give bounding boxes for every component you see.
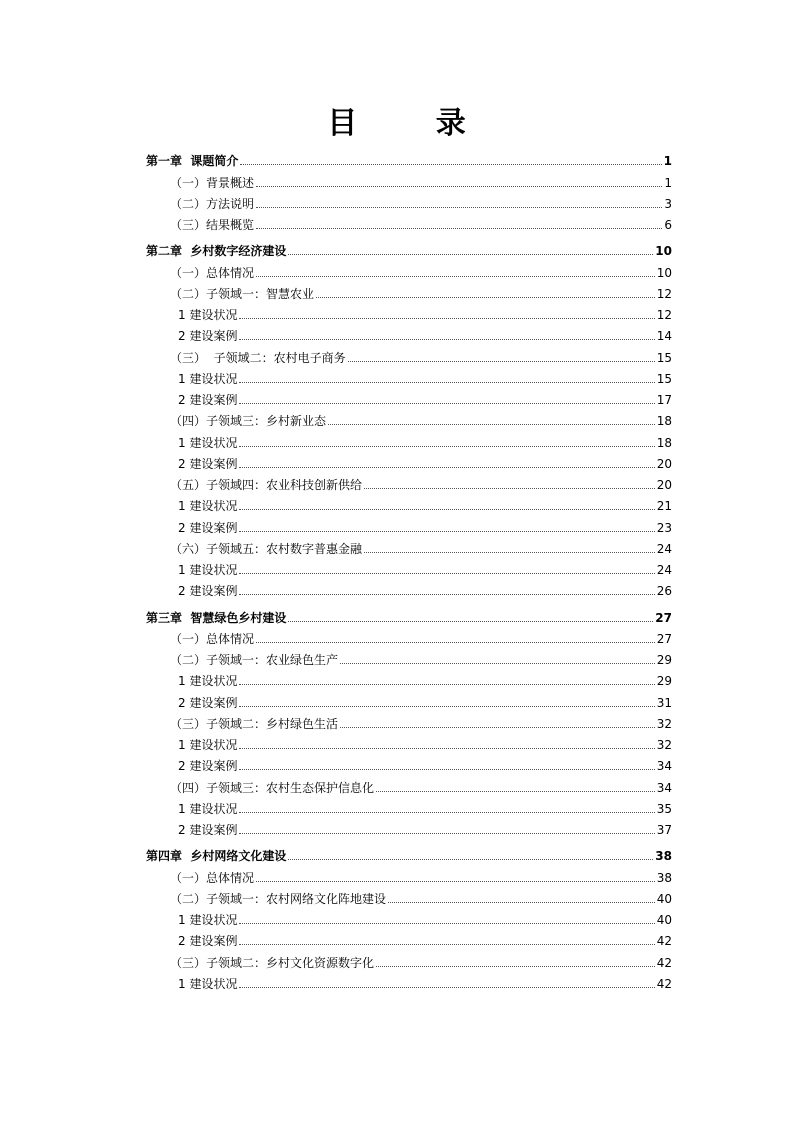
toc-entry-sub[interactable] — [146, 928, 672, 949]
toc-entry-section[interactable] — [146, 259, 672, 280]
dot-leader — [239, 382, 654, 383]
toc-entry-sub[interactable] — [146, 796, 672, 817]
toc-entry-sub[interactable] — [146, 668, 672, 689]
toc-entry-page-number: 1 — [664, 175, 672, 190]
toc-entry-sub[interactable] — [146, 493, 672, 514]
toc-entry-label: （一）背景概述 — [170, 175, 255, 190]
dot-leader — [256, 207, 662, 208]
toc-entry-label: （六）子领域五：农村数字普惠金融 — [170, 541, 363, 556]
dot-leader — [340, 663, 655, 664]
toc-entry-page-number: 38 — [655, 849, 672, 864]
dot-leader — [348, 361, 655, 362]
toc-entry-chapter[interactable] — [146, 604, 672, 625]
toc-entry-page-number: 42 — [656, 955, 672, 970]
toc-entry-sub[interactable] — [146, 429, 672, 450]
toc-entry-section[interactable] — [146, 212, 672, 233]
toc-entry-chapter[interactable] — [146, 843, 672, 864]
toc-entry-label: （二）子领域一：农村网络文化阵地建设 — [170, 891, 387, 906]
dot-leader — [239, 812, 654, 813]
toc-entry-label: 2 建设案例 — [178, 393, 238, 407]
toc-entry-label: 1 建设状况 — [178, 674, 238, 689]
page-title: 目 录 — [327, 106, 500, 141]
toc-entry-section[interactable] — [146, 191, 672, 212]
toc-entry-page-number: 24 — [656, 563, 672, 577]
toc-entry-label: （一）总体情况 — [170, 265, 255, 280]
toc-entry-chapter[interactable] — [146, 238, 672, 259]
toc-entry-page-number: 38 — [656, 870, 672, 885]
toc-entry-label: （二）方法说明 — [170, 196, 255, 211]
toc-entry-label: 2 建设案例 — [178, 329, 238, 344]
dot-leader — [239, 769, 654, 770]
dot-leader — [256, 642, 655, 643]
toc-entry-page-number: 12 — [656, 286, 672, 301]
dot-leader — [239, 684, 654, 685]
dot-leader — [239, 923, 654, 924]
dot-leader — [328, 424, 655, 425]
toc-entry-page-number: 18 — [656, 414, 672, 429]
toc-entry-page-number: 29 — [656, 674, 672, 689]
toc-entry-page-number: 37 — [656, 823, 672, 837]
dot-leader — [316, 297, 655, 298]
toc-entry-page-number: 26 — [656, 584, 672, 599]
toc-entry-label: （二）子领域一：农业绿色生产 — [170, 653, 339, 667]
toc-entry-sub[interactable] — [146, 907, 672, 928]
toc-entry-section[interactable] — [146, 886, 672, 907]
dot-leader — [239, 403, 654, 404]
toc-entry-page-number: 3 — [664, 196, 672, 211]
toc-entry-label: 第四章 乡村网络文化建设 — [146, 849, 287, 864]
toc-entry-label: 第三章 智慧绿色乡村建设 — [146, 610, 287, 625]
toc-entry-page-number: 6 — [664, 218, 672, 232]
dot-leader — [376, 791, 655, 792]
toc-entry-label: 2 建设案例 — [178, 520, 238, 535]
toc-entry-page-number: 23 — [656, 520, 672, 535]
dot-leader — [239, 467, 654, 468]
toc-entry-page-number: 34 — [656, 759, 672, 774]
toc-entry-label: 1 建设状况 — [178, 499, 238, 514]
toc-entry-section[interactable] — [146, 647, 672, 668]
dot-leader — [288, 254, 653, 255]
toc-entry-label: （三）结果概览 — [170, 218, 255, 232]
toc-entry-label: 2 建设案例 — [178, 456, 238, 471]
toc-entry-sub[interactable] — [146, 557, 672, 578]
toc-entry-page-number: 14 — [656, 329, 672, 344]
toc-entry-sub[interactable] — [146, 451, 672, 472]
toc-entry-page-number: 34 — [656, 780, 672, 795]
toc-entry-label: 1 建设状况 — [178, 371, 238, 386]
toc-entry-page-number: 32 — [656, 716, 672, 731]
toc-entry-label: 2 建设案例 — [178, 584, 238, 599]
toc-entry-page-number: 21 — [656, 499, 672, 514]
toc-entry-page-number: 1 — [663, 154, 672, 169]
dot-leader — [239, 573, 654, 574]
toc-entry-section[interactable] — [146, 536, 672, 557]
toc-entry-section[interactable] — [146, 472, 672, 493]
toc-entry-section[interactable] — [146, 864, 672, 885]
dot-leader — [239, 748, 654, 749]
dot-leader — [239, 833, 654, 834]
toc-entry-page-number: 35 — [656, 801, 672, 816]
toc-entry-label: 2 建设案例 — [178, 934, 238, 949]
toc-entry-sub[interactable] — [146, 753, 672, 774]
toc-entry-label: 1 建设状况 — [178, 435, 238, 450]
toc-entry-sub[interactable] — [146, 387, 672, 408]
dot-leader — [256, 881, 655, 882]
dot-leader — [388, 902, 655, 903]
toc-entry-label: （三）子领域二：乡村绿色生活 — [170, 716, 339, 731]
dot-leader — [239, 509, 654, 510]
dot-leader — [239, 446, 654, 447]
dot-leader — [288, 621, 653, 622]
dot-leader — [256, 186, 662, 187]
dot-leader — [364, 552, 655, 553]
toc-entry-page-number: 12 — [656, 308, 672, 322]
toc-entry-page-number: 24 — [656, 541, 672, 556]
toc-entry-page-number: 31 — [656, 695, 672, 710]
toc-entry-page-number: 40 — [656, 913, 672, 927]
dot-leader — [288, 859, 653, 860]
toc-entry-page-number: 17 — [656, 393, 672, 407]
dot-leader — [376, 966, 655, 967]
toc-entry-label: 1 建设状况 — [178, 308, 238, 322]
dot-leader — [364, 488, 655, 489]
dot-leader — [239, 531, 654, 532]
toc-entry-sub[interactable] — [146, 323, 672, 344]
toc-entry-sub[interactable] — [146, 366, 672, 387]
toc-entry-label: 2 建设案例 — [178, 823, 238, 837]
toc-entry-page-number: 27 — [656, 631, 672, 646]
dot-leader — [239, 594, 654, 595]
toc-entry-label: 第一章 课题简介 — [146, 154, 239, 169]
toc-entry-label: （四）子领域三：农村生态保护信息化 — [170, 780, 375, 795]
toc-entry-page-number: 29 — [656, 653, 672, 667]
toc-entry-page-number: 40 — [656, 891, 672, 906]
dot-leader — [240, 164, 661, 165]
toc-entry-page-number: 10 — [656, 265, 672, 280]
toc-entry-page-number: 42 — [656, 934, 672, 949]
toc-entry-sub[interactable] — [146, 817, 672, 838]
dot-leader — [239, 706, 654, 707]
toc-entry-section[interactable] — [146, 774, 672, 795]
toc-entry-label: 2 建设案例 — [178, 759, 238, 774]
toc-entry-section[interactable] — [146, 169, 672, 190]
toc-entry-label: 1 建设状况 — [178, 563, 238, 577]
dot-leader — [239, 318, 654, 319]
toc-entry-sub[interactable] — [146, 514, 672, 535]
dot-leader — [239, 987, 654, 988]
dot-leader — [239, 339, 654, 340]
toc-entry-section[interactable] — [146, 344, 672, 365]
toc-entry-page-number: 20 — [656, 456, 672, 471]
toc-entry-page-number: 15 — [656, 371, 672, 386]
toc-entry-label: （三）子领域二：乡村文化资源数字化 — [170, 955, 375, 970]
dot-leader — [256, 228, 662, 229]
toc-entry-label: （五）子领域四：农业科技创新供给 — [170, 478, 363, 492]
toc-entry-section[interactable] — [146, 408, 672, 429]
toc-entry-sub[interactable] — [146, 689, 672, 710]
toc-entry-page-number: 15 — [656, 350, 672, 365]
toc-entry-page-number: 10 — [655, 244, 672, 259]
toc-entry-label: 2 建设案例 — [178, 695, 238, 710]
toc-entry-sub[interactable] — [146, 302, 672, 323]
toc-entry-page-number: 20 — [656, 478, 672, 492]
toc-entry-sub[interactable] — [146, 971, 672, 992]
toc-entry-label: 1 建设状况 — [178, 801, 238, 816]
toc-entry-label: 1 建设状况 — [178, 976, 238, 991]
toc-entry-page-number: 32 — [656, 738, 672, 752]
toc-entry-section[interactable] — [146, 949, 672, 970]
toc-entry-label: （四）子领域三：乡村新业态 — [170, 414, 327, 429]
toc-entry-label: （一）总体情况 — [170, 631, 255, 646]
dot-leader — [256, 276, 655, 277]
toc-entry-page-number: 27 — [655, 610, 672, 625]
toc-entry-section[interactable] — [146, 281, 672, 302]
toc-entry-page-number: 18 — [656, 435, 672, 450]
toc-entry-label: （二）子领域一：智慧农业 — [170, 286, 315, 301]
toc-entry-section[interactable] — [146, 626, 672, 647]
toc-entry-label: （三） 子领域二：农村电子商务 — [170, 350, 346, 365]
toc-entry-section[interactable] — [146, 711, 672, 732]
dot-leader — [340, 727, 655, 728]
toc-entry-label: 第二章 乡村数字经济建设 — [146, 244, 287, 259]
toc-entry-label: 1 建设状况 — [178, 913, 238, 927]
toc-entry-sub[interactable] — [146, 732, 672, 753]
toc-entry-page-number: 42 — [656, 976, 672, 991]
dot-leader — [239, 944, 654, 945]
table-of-contents — [146, 148, 672, 992]
toc-entry-sub[interactable] — [146, 578, 672, 599]
toc-entry-label: 1 建设状况 — [178, 738, 238, 752]
toc-entry-label: （一）总体情况 — [170, 870, 255, 885]
toc-entry-chapter[interactable] — [146, 148, 672, 169]
